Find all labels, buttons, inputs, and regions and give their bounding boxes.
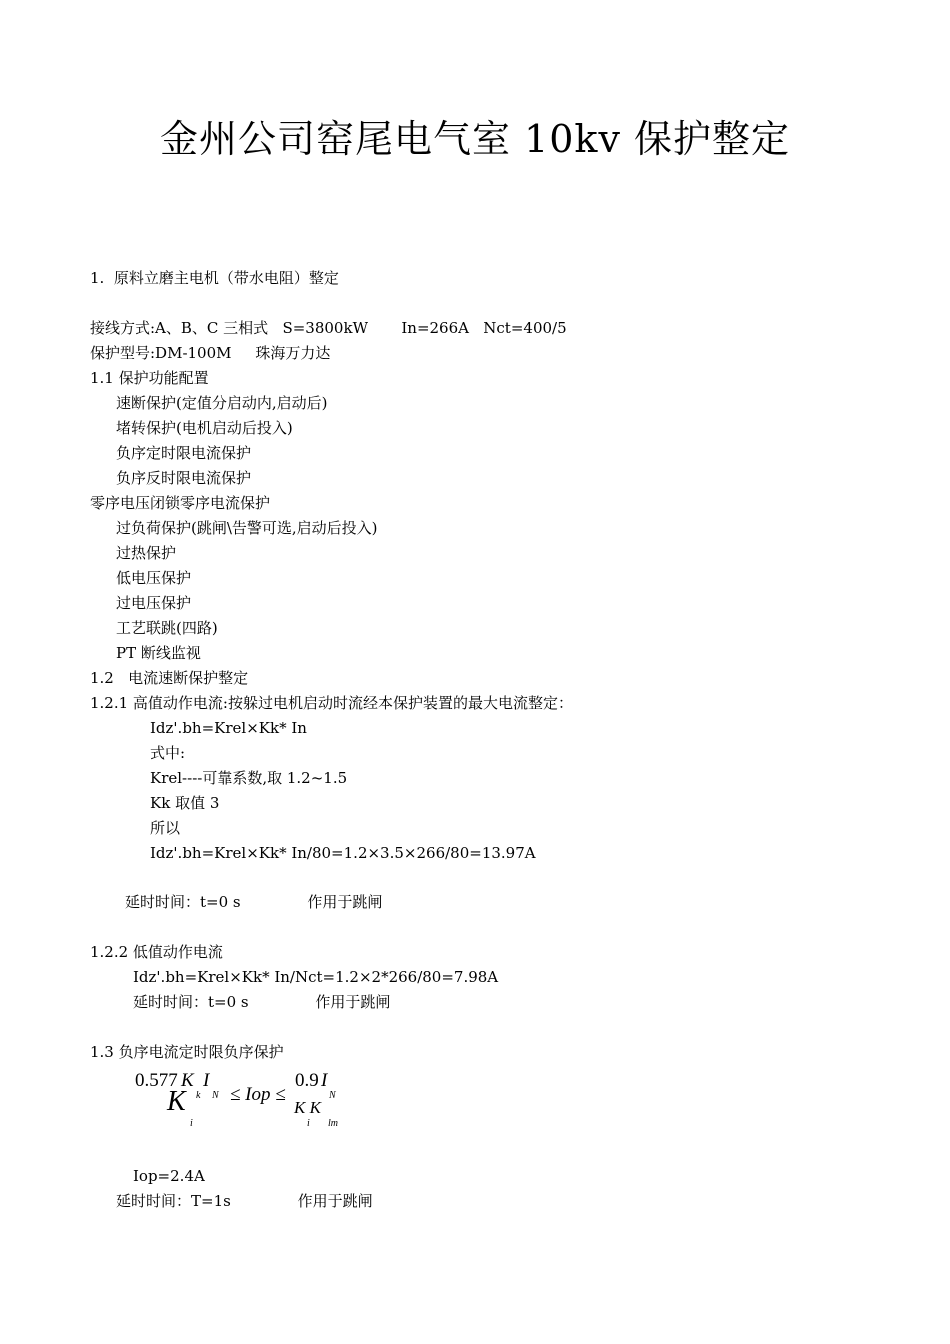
text-line: 延时时间：t=0 s 作用于跳闸	[133, 993, 391, 1011]
formula-sub-n: N	[212, 1090, 219, 1101]
text-line: Iop=2.4A	[133, 1167, 205, 1185]
formula-sub-k: k	[196, 1090, 201, 1101]
formula-relation: ≤ Iop ≤	[230, 1084, 286, 1105]
text-line: 堵转保护(电机启动后投入)	[116, 419, 293, 437]
text-line: 1.3 负序电流定时限负序保护	[90, 1043, 284, 1061]
text-line: Kk 取值 3	[150, 794, 220, 812]
text-line: 工艺联跳(四路)	[116, 619, 218, 637]
formula-sub-i2: i	[307, 1118, 310, 1129]
formula-coef2: 0.9	[295, 1070, 319, 1091]
text-line: 过热保护	[116, 544, 177, 562]
text-line: 速断保护(定值分启动内,启动后)	[116, 394, 328, 412]
text-line: Idz'.bh=Krel×Kk* In	[150, 719, 307, 737]
formula-coef: 0.577	[135, 1070, 178, 1091]
text-line: 低电压保护	[116, 569, 192, 587]
formula-big-k: K	[167, 1086, 186, 1117]
formula-sub-lm: lm	[328, 1118, 338, 1129]
text-line: Idz'.bh=Krel×Kk* In/80=1.2×3.5×266/80=13.97A	[150, 844, 536, 862]
text-line: 接线方式:A、B、C 三相式 S=3800kW In=266A Nct=400/5	[90, 319, 567, 337]
text-line: 1. 原料立磨主电机（带水电阻）整定	[90, 269, 339, 287]
formula-sup-n: N	[329, 1090, 336, 1101]
text-line: 过负荷保护(跳闸\告警可选,启动后投入)	[116, 519, 378, 537]
formula-sub-i1: i	[190, 1118, 193, 1129]
text-line: 过电压保护	[116, 594, 192, 612]
negative-sequence-formula	[135, 1068, 365, 1138]
formula-i: I	[203, 1070, 210, 1091]
formula-k: K	[181, 1070, 194, 1091]
formula-i2: I	[321, 1070, 328, 1091]
text-line: 零序电压闭锁零序电流保护	[90, 494, 271, 512]
text-line: Idz'.bh=Krel×Kk* In/Nct=1.2×2*266/80=7.98A	[133, 968, 499, 986]
text-line: 1.2.1 高值动作电流:按躲过电机启动时流经本保护装置的最大电流整定：	[90, 694, 573, 712]
text-line: 所以	[150, 819, 181, 837]
text-line: 1.2 电流速断保护整定	[90, 669, 249, 687]
text-line: 负序定时限电流保护	[116, 444, 252, 462]
text-line: 延时时间：T=1s 作用于跳闸	[116, 1192, 373, 1210]
text-line: 延时时间：t=0 s 作用于跳闸	[125, 893, 383, 911]
text-line: 保护型号:DM-100M 珠海万力达	[90, 344, 331, 362]
text-line: Krel----可靠系数,取 1.2~1.5	[150, 769, 348, 787]
text-line: 1.2.2 低值动作电流	[90, 943, 223, 961]
text-line: 1.1 保护功能配置	[90, 369, 209, 387]
text-line: PT 断线监视	[116, 644, 201, 662]
text-line: 式中:	[150, 744, 186, 762]
formula-den-kk: K K	[294, 1098, 321, 1117]
text-line: 负序反时限电流保护	[116, 469, 252, 487]
page-title: 金州公司窑尾电气室 10kv 保护整定	[159, 117, 790, 161]
